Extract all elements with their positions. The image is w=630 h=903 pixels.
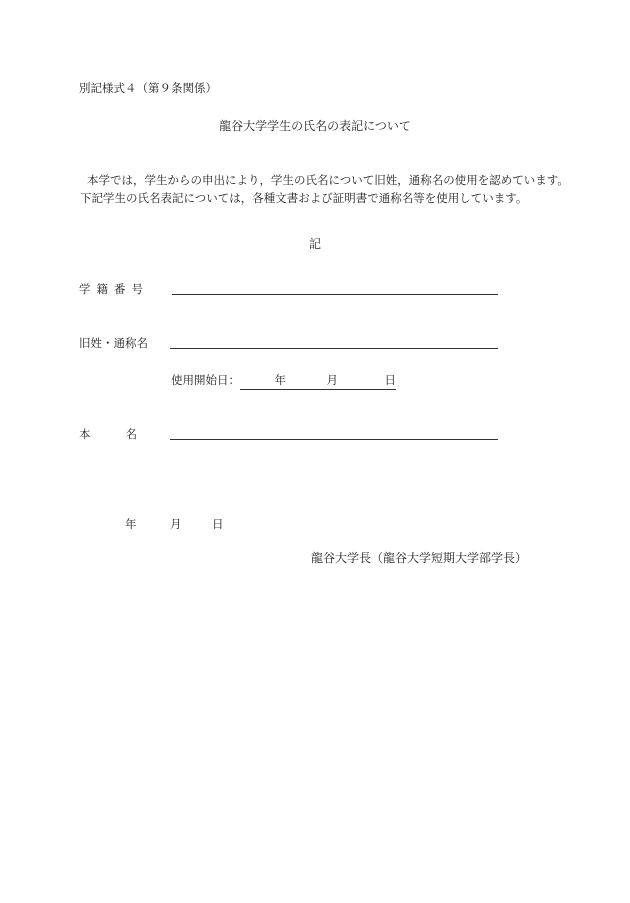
- day-label: 日: [384, 373, 396, 387]
- signature-month: 月: [170, 517, 182, 531]
- ki-heading: 記: [308, 237, 321, 251]
- start-date-day-field[interactable]: [338, 372, 396, 390]
- intro-line-2: 下記学生の氏名表記については，各種文書および証明書で通称名等を使用しています。: [80, 191, 528, 205]
- student-number-label: 学籍番号: [79, 282, 149, 296]
- real-name-field[interactable]: [170, 439, 498, 440]
- start-date-label: 使用開始日：: [171, 373, 240, 387]
- month-label: 月: [326, 373, 338, 387]
- intro-line-1: 本学では，学生からの申出により，学生の氏名について旧姓，通称名の使用を認めています。: [87, 173, 569, 187]
- real-name-label: 本 名: [79, 427, 141, 441]
- start-date-year-field[interactable]: [240, 372, 286, 390]
- year-label: 年: [274, 373, 286, 387]
- president-signature: 龍谷大学長（龍谷大学短期大学部学長）: [311, 551, 528, 565]
- former-name-label: 旧姓・通称名: [79, 336, 148, 350]
- document-title: 龍谷大学学生の氏名の表記について: [219, 119, 411, 133]
- former-name-field[interactable]: [170, 348, 498, 349]
- signature-day: 日: [212, 517, 224, 531]
- signature-year: 年: [125, 517, 137, 531]
- form-label: 別記様式４（第９条関係）: [79, 81, 217, 95]
- start-date-month-field[interactable]: [286, 372, 338, 390]
- student-number-field[interactable]: [172, 294, 498, 295]
- start-date-row: [171, 372, 396, 390]
